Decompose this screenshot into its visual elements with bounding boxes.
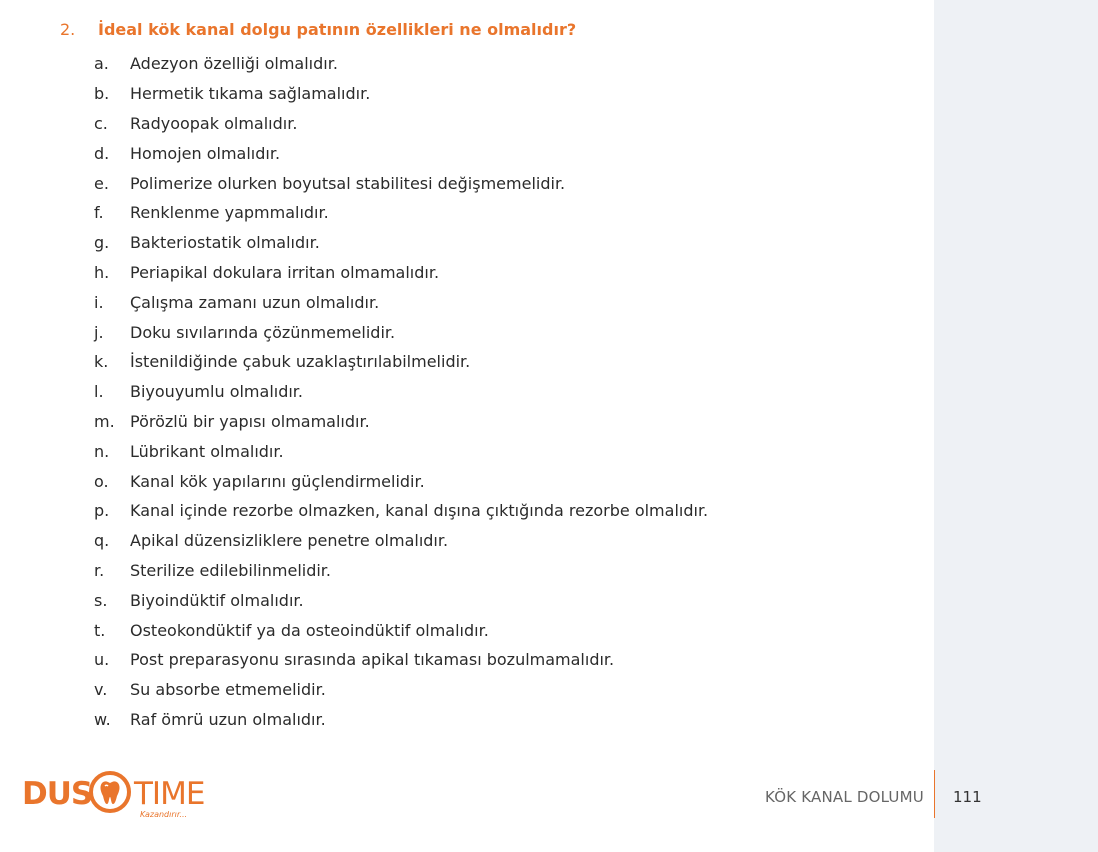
item-letter: w. [94,709,111,729]
item-letter: n. [94,441,110,461]
item-letter: a. [94,54,109,74]
dustime-logo [22,770,212,820]
item-letter: l. [94,382,104,402]
item-letter: i. [94,292,104,312]
list-item [94,407,708,437]
list-item [94,675,708,705]
list-item [94,705,708,735]
item-text: İstenildiğinde çabuk uzaklaştırılabilmelidir. [130,352,471,372]
list-item [94,645,708,675]
item-text: Biyoindüktif olmalıdır. [130,590,304,610]
item-text: Polimerize olurken boyutsal stabilitesi değişmemelidir. [130,173,566,193]
item-text: Adezyon özelliği olmalıdır. [130,54,338,74]
item-text: Doku sıvılarında çözünmemelidir. [130,322,396,342]
item-text: Sterilize edilebilinmelidir. [130,560,331,580]
item-letter: o. [94,471,109,491]
list-item [94,526,708,556]
footer-divider [934,770,935,818]
list-item [94,79,708,109]
item-letter: g. [94,233,110,253]
item-text: Pörözlü bir yapısı olmamalıdır. [130,411,370,431]
list-item [94,198,708,228]
item-text: Post preparasyonu sırasında apikal tıkaması bozulmamalıdır. [130,650,615,670]
list-item [94,615,708,645]
list-item [94,228,708,258]
item-letter: p. [94,501,110,521]
question-number: 2. [60,20,76,39]
item-text: Renklenme yapmmalıdır. [130,203,329,223]
item-text: Çalışma zamanı uzun olmalıdır. [130,292,380,312]
item-text: Kanal kök yapılarını güçlendirmelidir. [130,471,425,491]
logo-dus-text: DUS [22,776,93,812]
item-letter: k. [94,352,109,372]
item-letter: r. [94,560,105,580]
item-text: Bakteriostatik olmalıdır. [130,233,320,253]
list-item [94,287,708,317]
item-letter: u. [94,650,110,670]
item-letter: q. [94,531,110,551]
list-item [94,138,708,168]
item-letter: m. [94,411,115,431]
list-item [94,466,708,496]
list-item [94,347,708,377]
item-letter: h. [94,262,110,282]
item-letter: f. [94,203,104,223]
list-item [94,436,708,466]
list-item [94,556,708,586]
page-margin-panel [934,0,1098,852]
list-item [94,109,708,139]
item-letter: e. [94,173,109,193]
list-item [94,496,708,526]
item-text: Lübrikant olmalıdır. [130,441,284,461]
answer-list [94,49,708,734]
list-item [94,585,708,615]
list-item [94,317,708,347]
item-text: Kanal içinde rezorbe olmazken, kanal dışına çıktığında rezorbe olmalıdır. [130,501,709,521]
item-text: Periapikal dokulara irritan olmamalıdır. [130,262,440,282]
item-text: Osteokondüktif ya da osteoindüktif olmalıdır. [130,620,489,640]
question-text: İdeal kök kanal dolgu patının özellikleri ne olmalıdır? [98,20,577,39]
list-item [94,49,708,79]
list-item [94,168,708,198]
tooth-icon [88,770,132,814]
item-letter: t. [94,620,106,640]
item-text: Radyoopak olmalıdır. [130,113,298,133]
list-item [94,258,708,288]
item-text: Hermetik tıkama sağlamalıdır. [130,84,371,104]
logo-tagline: Kazandırır... [140,810,188,819]
question-heading [60,20,576,39]
list-item [94,377,708,407]
item-text: Apikal düzensizliklere penetre olmalıdır. [130,531,449,551]
item-text: Su absorbe etmemelidir. [130,680,326,700]
item-letter: b. [94,84,110,104]
item-text: Raf ömrü uzun olmalıdır. [130,709,326,729]
item-text: Homojen olmalıdır. [130,143,281,163]
item-letter: s. [94,590,108,610]
item-letter: d. [94,143,110,163]
chapter-title: KÖK KANAL DOLUMU [765,788,924,806]
item-letter: j. [94,322,104,342]
item-letter: c. [94,113,108,133]
item-text: Biyouyumlu olmalıdır. [130,382,303,402]
item-letter: v. [94,680,108,700]
page-number: 111 [953,788,982,806]
logo-time-text: TIME [134,776,205,812]
